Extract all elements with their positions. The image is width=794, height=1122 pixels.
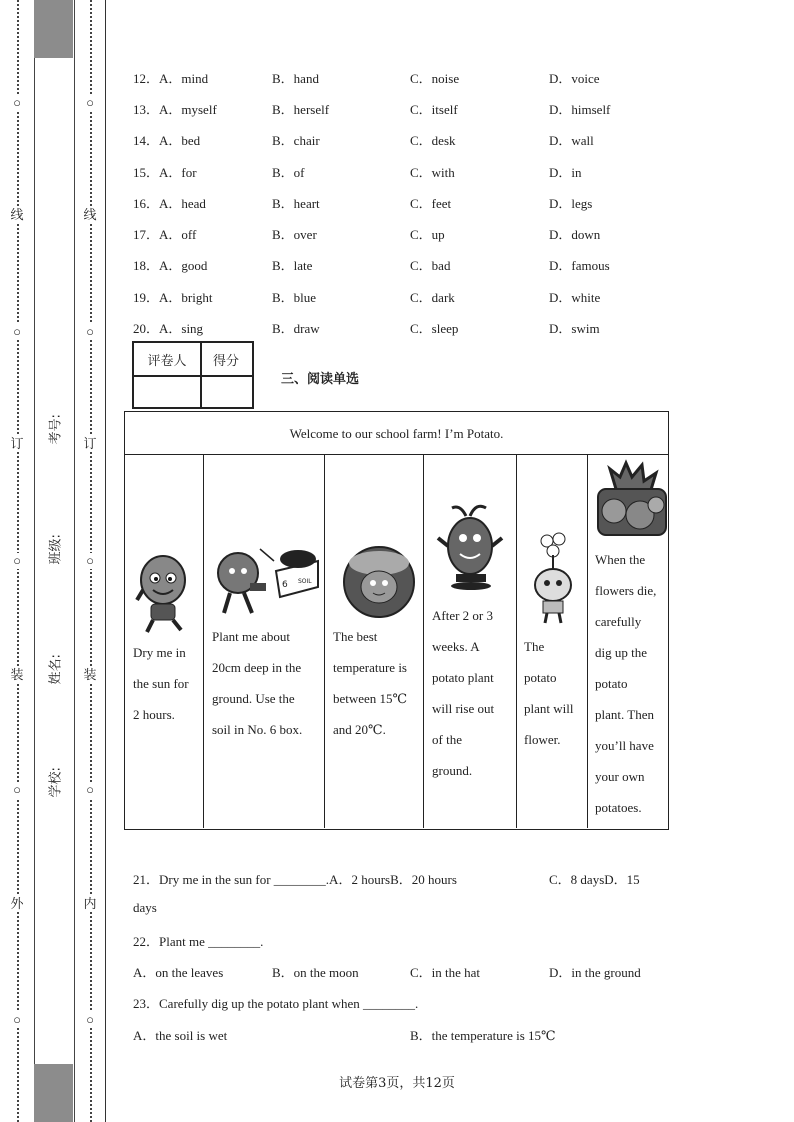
- school-label: 学校:: [48, 767, 64, 798]
- outer-marker: ○: [6, 1012, 28, 1028]
- inner-marker: ○: [79, 782, 101, 798]
- option-c: C．with: [410, 165, 455, 180]
- inner-marker: 内: [79, 896, 101, 912]
- option-c: C．desk: [410, 133, 456, 148]
- text-line: ground. Use the: [212, 691, 295, 706]
- option-c: C．feet: [410, 196, 452, 211]
- question-21-wrap: days: [133, 900, 157, 915]
- exam-number-label: 考号:: [48, 414, 64, 445]
- potato-character-waving: [133, 550, 193, 634]
- text-line: potato: [595, 676, 628, 691]
- outer-marker: ○: [6, 324, 28, 340]
- class-label: 班级:: [48, 534, 64, 565]
- table-column-1: [125, 455, 203, 828]
- text-line: potato plant: [432, 670, 494, 685]
- cell-text: [212, 621, 302, 745]
- option-b: B．draw: [272, 321, 320, 336]
- option-a: 12．A．mind: [133, 71, 209, 86]
- option-a: 13．A．myself: [133, 102, 217, 117]
- option-a: 14．A．bed: [133, 133, 201, 148]
- inner-marker: ○: [79, 553, 101, 569]
- cell-text: [333, 621, 407, 745]
- cell-text: [133, 637, 189, 730]
- option-b: B．herself: [272, 102, 330, 117]
- option-d: D．legs: [549, 196, 593, 211]
- text-line: potato: [524, 670, 557, 685]
- potato-carrying-soil-box: [210, 541, 322, 621]
- potato-sprouting: [436, 502, 506, 592]
- reading-table: [124, 411, 669, 830]
- outer-marker: 订: [6, 436, 28, 452]
- option-d: D．in: [549, 165, 582, 180]
- text-line: your own: [595, 769, 645, 784]
- text-line: potatoes.: [595, 800, 642, 815]
- text-line: Plant me about: [212, 629, 290, 644]
- outer-marker: ○: [6, 95, 28, 111]
- option-d: D．famous: [549, 258, 610, 273]
- outer-binding-line: [9, 0, 27, 1122]
- text-line: the sun for: [133, 676, 189, 691]
- outer-marker: ○: [6, 553, 28, 569]
- outer-marker: 线: [6, 207, 28, 223]
- option-a: 17．A．off: [133, 227, 197, 242]
- option-d: D．swim: [549, 321, 600, 336]
- text-line: weeks. A: [432, 639, 480, 654]
- text-line: The best: [333, 629, 378, 644]
- cell-text: [432, 600, 494, 786]
- text-line: 2 hours.: [133, 707, 175, 722]
- inner-marker: 订: [79, 436, 101, 452]
- text-line: you’ll have: [595, 738, 654, 753]
- outer-marker: 装: [6, 667, 28, 683]
- inner-marker: ○: [79, 95, 101, 111]
- option-d: D．voice: [549, 71, 600, 86]
- text-line: plant. Then: [595, 707, 654, 722]
- text-line: of the: [432, 732, 462, 747]
- question-22: 22．Plant me ________.: [133, 934, 264, 949]
- table-column-4: [423, 455, 516, 828]
- grader-label: 评卷人: [147, 354, 187, 369]
- text-line: When the: [595, 552, 646, 567]
- option-c: C．bad: [410, 258, 451, 273]
- option-b: B．blue: [272, 290, 317, 305]
- potato-in-soil-globe: [337, 545, 421, 619]
- text-line: temperature is: [333, 660, 407, 675]
- text-line: soil in No. 6 box.: [212, 722, 303, 737]
- table-column-5: [516, 455, 587, 828]
- option-c: C．in the hat: [410, 965, 481, 980]
- option-a: A．the soil is wet: [133, 1028, 228, 1043]
- option-b: B．over: [272, 227, 317, 242]
- inner-marker: 线: [79, 207, 101, 223]
- text-line: Dry me in: [133, 645, 186, 660]
- inner-marker: ○: [79, 324, 101, 340]
- cell-text: [595, 544, 656, 823]
- option-a: 18．A．good: [133, 258, 208, 273]
- option-c: C．noise: [410, 71, 460, 86]
- name-label: 姓名:: [48, 654, 64, 685]
- option-b: B．chair: [272, 133, 320, 148]
- option-b: B．late: [272, 258, 313, 273]
- table-column-6: [587, 455, 668, 828]
- option-b: B．heart: [272, 196, 320, 211]
- outer-marker: 外: [6, 896, 28, 912]
- potato-plant-dug-up: [596, 459, 668, 539]
- text-line: After 2 or 3: [432, 608, 494, 623]
- option-c: C．up: [410, 227, 445, 242]
- text-line: plant will: [524, 701, 574, 716]
- question-21: 21．Dry me in the sun for ________.A．2 hoursB．20 hours: [133, 872, 457, 887]
- option-c: C．itself: [410, 102, 458, 117]
- question-23: 23．Carefully dig up the potato plant when ________.: [133, 996, 419, 1011]
- option-a: 20．A．sing: [133, 321, 204, 336]
- inner-marker: 装: [79, 667, 101, 683]
- outer-marker: ○: [6, 782, 28, 798]
- option-b: B．the temperature is 15℃: [410, 1028, 556, 1043]
- option-b: B．hand: [272, 71, 319, 86]
- cell-text: [524, 631, 573, 755]
- score-box-divider: [134, 375, 252, 377]
- score-label: 得分: [212, 354, 239, 369]
- option-d: D．in the ground: [549, 965, 641, 980]
- option-d: D．himself: [549, 102, 611, 117]
- text-line: will rise out: [432, 701, 495, 716]
- question-21-options: C．8 daysD．15: [549, 872, 640, 887]
- text-line: flowers die,: [595, 583, 657, 598]
- option-c: C．dark: [410, 290, 455, 305]
- soil-box-word: SOIL: [298, 578, 312, 585]
- table-column-2: [203, 455, 324, 828]
- soil-box-number: 6: [282, 580, 288, 590]
- option-b: B．on the moon: [272, 965, 359, 980]
- text-line: ground.: [432, 763, 473, 778]
- score-box: [132, 341, 254, 409]
- text-line: between 15℃: [333, 691, 408, 706]
- option-b: B．of: [272, 165, 305, 180]
- option-a: 16．A．head: [133, 196, 206, 211]
- option-c: C．sleep: [410, 321, 459, 336]
- text-line: and 20℃.: [333, 722, 386, 737]
- option-a: A．on the leaves: [133, 965, 224, 980]
- inner-marker: ○: [79, 1012, 101, 1028]
- potato-with-flower: [527, 531, 579, 625]
- text-line: The: [524, 639, 545, 654]
- inner-binding-line: [82, 0, 100, 1122]
- gray-block-top: [34, 0, 73, 58]
- option-d: D．down: [549, 227, 601, 242]
- section-title: 三、阅读单选: [281, 372, 360, 387]
- margin-rule: [105, 0, 106, 1122]
- text-line: carefully: [595, 614, 642, 629]
- option-d: D．white: [549, 290, 601, 305]
- text-line: dig up the: [595, 645, 647, 660]
- text-line: 20cm deep in the: [212, 660, 302, 675]
- table-header: Welcome to our school farm! I’m Potato.: [125, 412, 668, 455]
- option-d: D．wall: [549, 133, 594, 148]
- option-a: 15．A．for: [133, 165, 197, 180]
- option-a: 19．A．bright: [133, 290, 213, 305]
- text-line: flower.: [524, 732, 561, 747]
- table-column-3: [324, 455, 423, 828]
- page-footer: 试卷第3页，共12页: [339, 1076, 455, 1091]
